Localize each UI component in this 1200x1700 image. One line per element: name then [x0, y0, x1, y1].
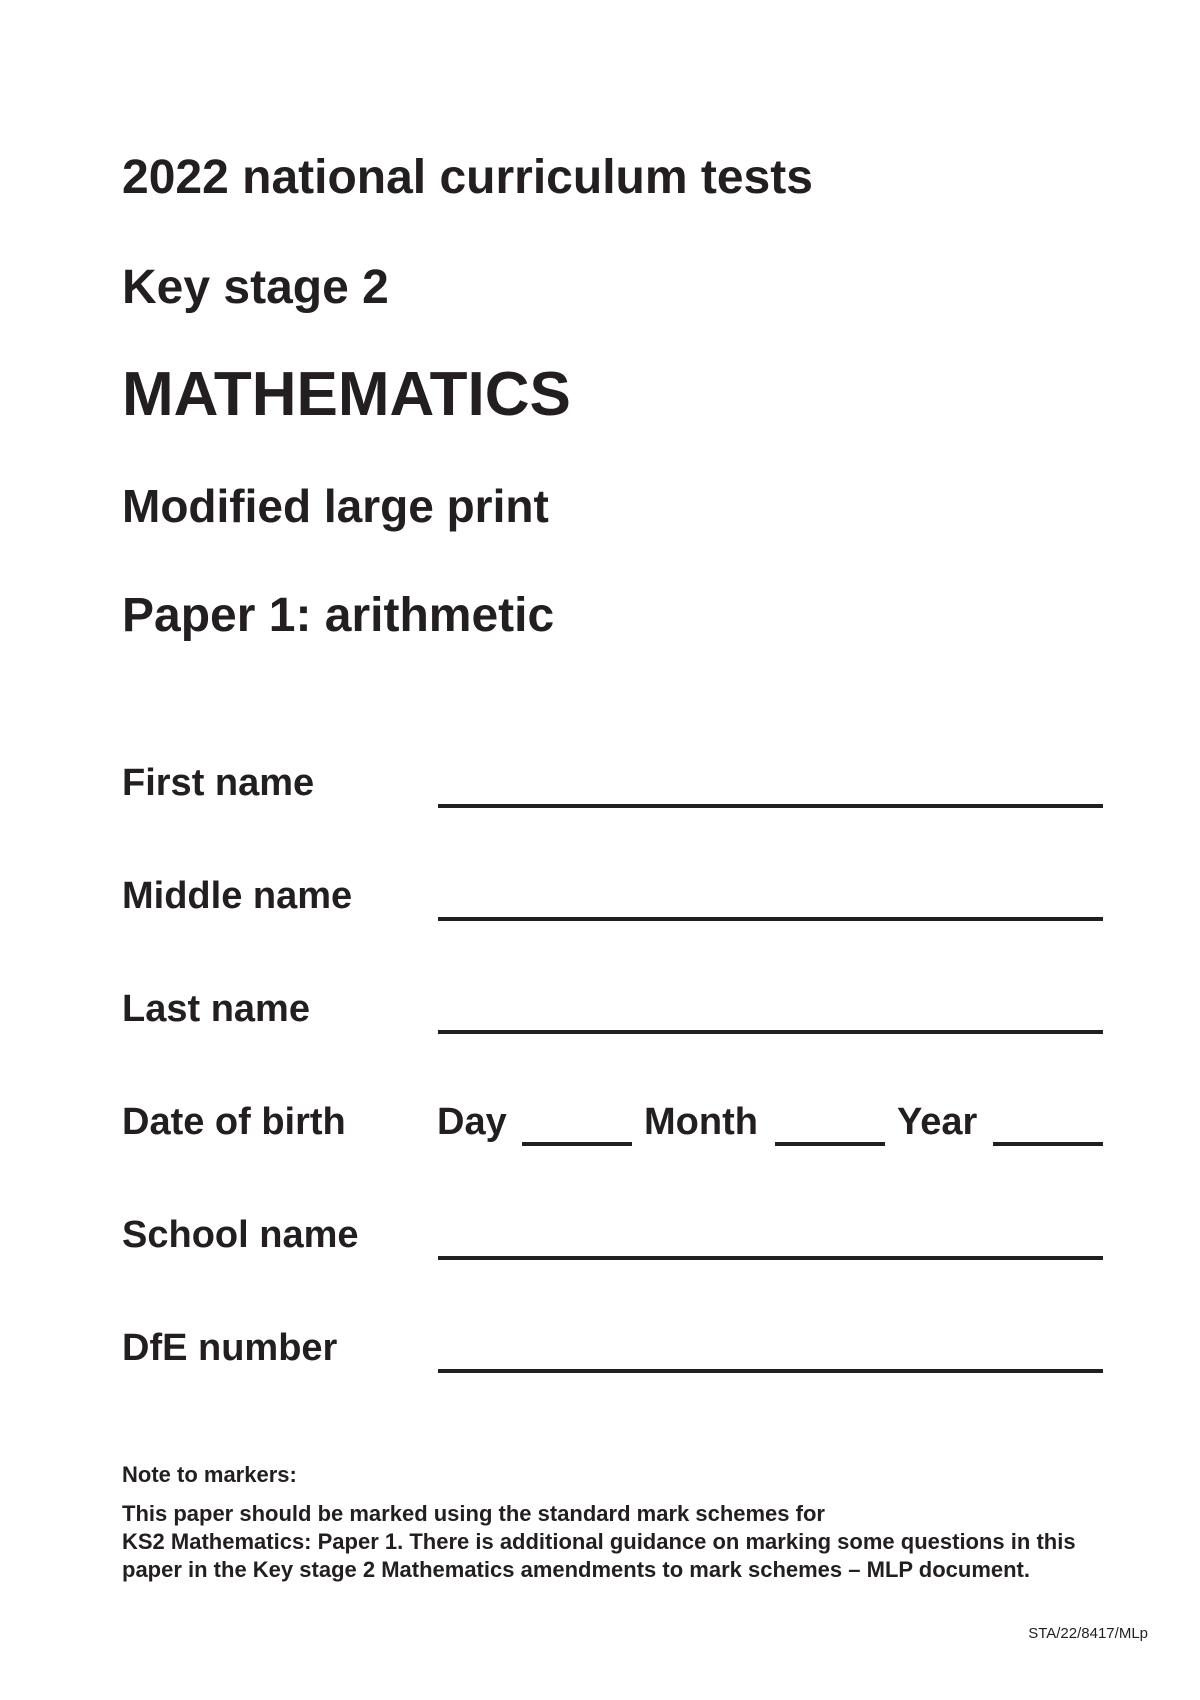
note-title: Note to markers:	[122, 1462, 297, 1487]
last-name-field[interactable]	[438, 1030, 1103, 1034]
note-line-1: This paper should be marked using the standard mark schemes for	[122, 1501, 825, 1526]
date-of-birth-label: Date of birth	[122, 1101, 346, 1143]
dfe-number-field[interactable]	[438, 1369, 1103, 1373]
dfe-number-label: DfE number	[122, 1327, 338, 1369]
last-name-label: Last name	[122, 988, 310, 1030]
month-label: Month	[644, 1101, 758, 1143]
month-field[interactable]	[775, 1142, 885, 1146]
note-line-3: paper in the Key stage 2 Mathematics amendments to mark schemes – MLP document.	[122, 1557, 1030, 1582]
school-name-label: School name	[122, 1214, 359, 1256]
middle-name-label: Middle name	[122, 875, 353, 917]
first-name-field[interactable]	[438, 804, 1103, 808]
format-title: Modified large print	[122, 480, 549, 532]
tests-title: 2022 national curriculum tests	[122, 151, 813, 204]
subject-title: MATHEMATICS	[122, 360, 571, 429]
paper-title: Paper 1: arithmetic	[122, 589, 555, 642]
day-field[interactable]	[522, 1142, 632, 1146]
middle-name-field[interactable]	[438, 917, 1103, 921]
school-name-field[interactable]	[438, 1256, 1103, 1260]
note-line-2: KS2 Mathematics: Paper 1. There is additional guidance on marking some questions in this	[122, 1529, 1076, 1554]
key-stage-title: Key stage 2	[122, 261, 389, 314]
first-name-label: First name	[122, 762, 315, 804]
year-label: Year	[897, 1101, 978, 1143]
day-label: Day	[437, 1101, 507, 1143]
year-field[interactable]	[993, 1142, 1103, 1146]
document-code: STA/22/8417/MLp	[1028, 1625, 1148, 1642]
